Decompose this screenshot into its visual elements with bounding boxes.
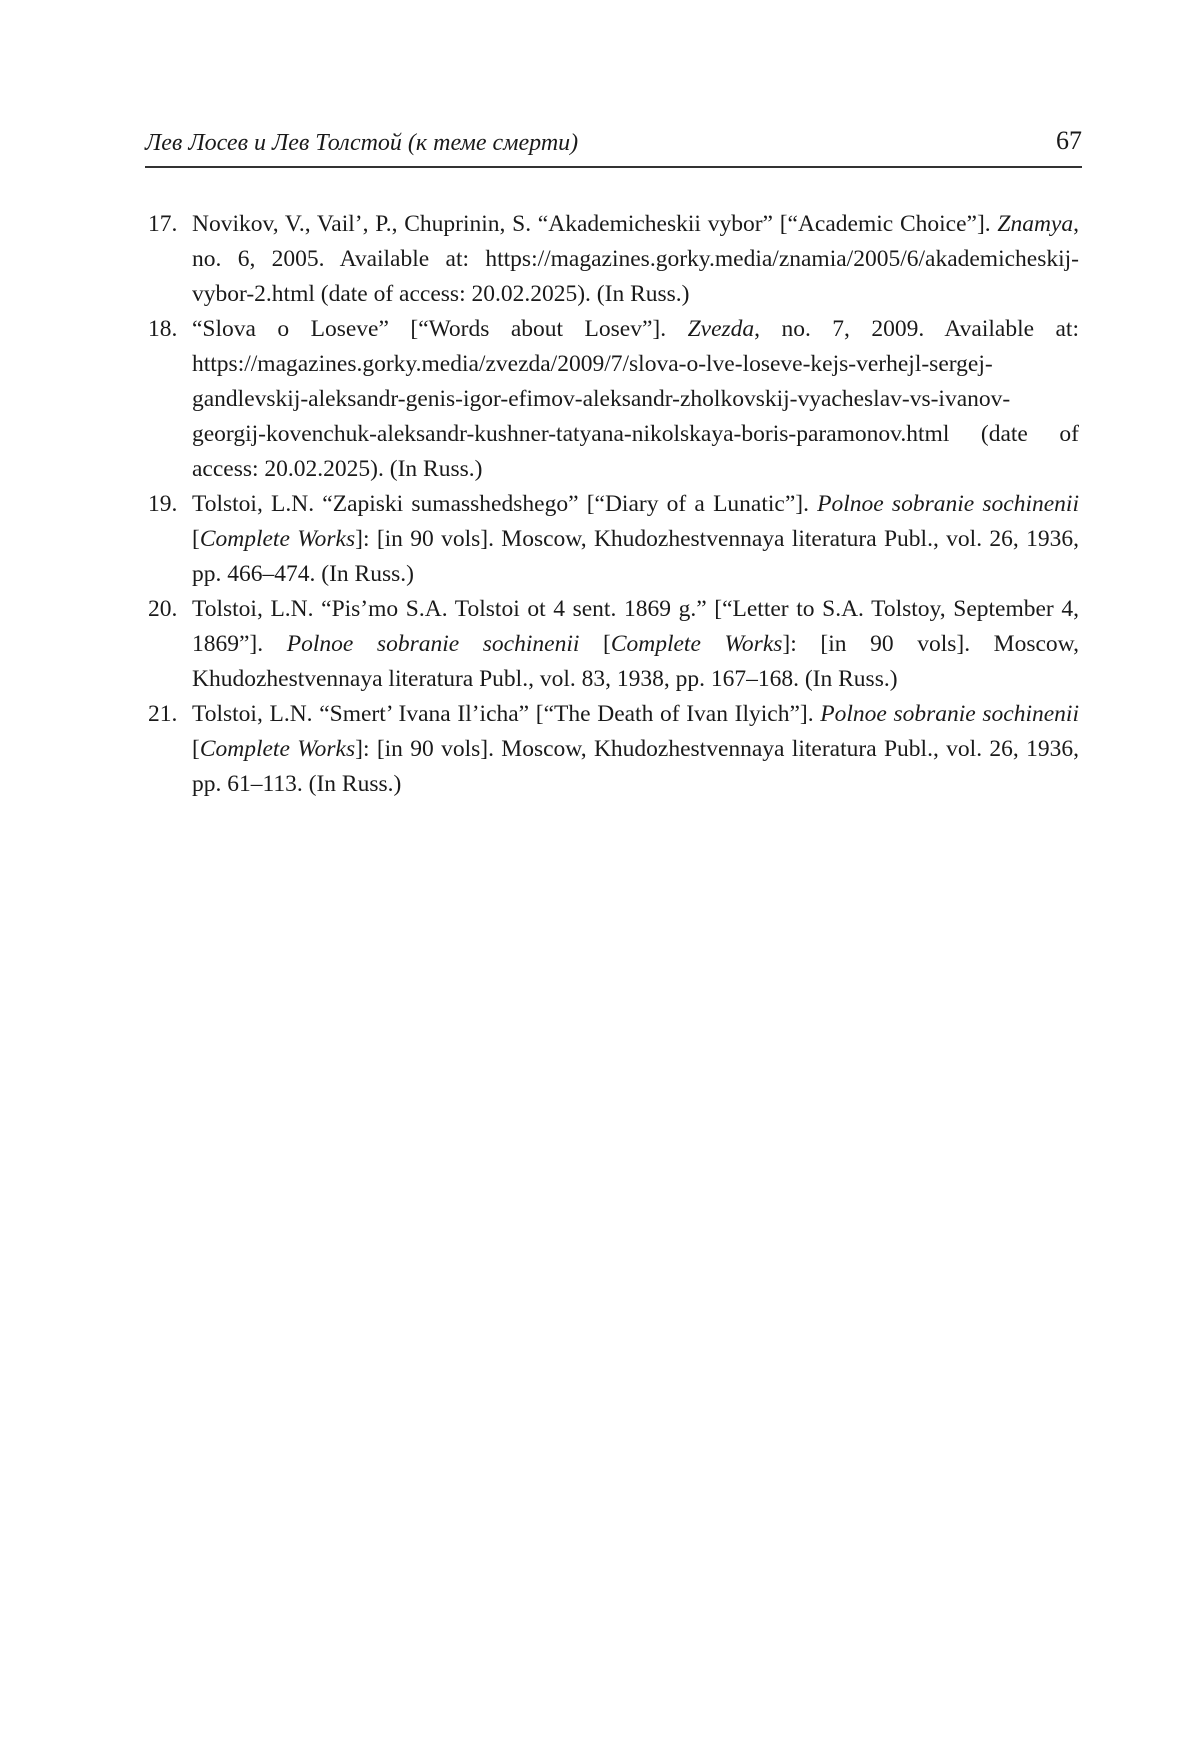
- reference-italic-text: Complete Works: [610, 631, 783, 657]
- reference-italic-text: Polnoe sobranie sochinenii: [820, 701, 1079, 727]
- running-header: [145, 124, 1082, 168]
- reference-item: [145, 312, 1079, 487]
- reference-text: , no. 6, 2005. Available at: https://magazines.gorky.media/znamia/2005/6/akademicheskij-vybor-2.html (date of access: 20.02.2025). (In Russ.): [192, 211, 1079, 307]
- reference-item: [145, 207, 1079, 312]
- reference-number: 21.: [148, 701, 178, 727]
- reference-italic-text: Complete Works: [199, 526, 356, 552]
- reference-text: “Slova o Loseve” [“Words about Losev”].: [192, 316, 688, 342]
- reference-list: [145, 207, 1079, 802]
- reference-text: ]: [in 90 vols]. Moscow, Khudozhestvennaya literatura Publ., vol. 26, 1936, pp. 61–113. (In Russ.): [192, 736, 1079, 797]
- reference-italic-text: Znamya: [997, 211, 1074, 237]
- reference-number: 20.: [148, 596, 178, 622]
- reference-number: 17.: [148, 211, 178, 237]
- running-title: Лев Лосев и Лев Толстой (к теме смерти): [145, 130, 579, 156]
- reference-text: Novikov, V., Vail’, P., Chuprinin, S. “Akademicheskii vybor” [“Academic Choice”].: [192, 211, 998, 237]
- reference-item: [145, 592, 1079, 697]
- reference-text: ]: [in 90 vols]. Moscow, Khudozhestvennaya literatura Publ., vol. 26, 1936, pp. 466–474. (In Russ.): [192, 526, 1079, 587]
- reference-text: Tolstoi, L.N. “Smert’ Ivana Il’icha” [“The Death of Ivan Ilyich”].: [192, 701, 821, 727]
- reference-text: [: [192, 736, 200, 762]
- reference-text: Tolstoi, L.N. “Zapiski sumasshedshego” [“Diary of a Lunatic”].: [192, 491, 818, 517]
- reference-text: Tolstoi, L.N. “Pis’mo S.A. Tolstoi ot 4 sent. 1869 g.” [“Letter to S.A. Tolstoy, September 4, 1869”].: [192, 596, 1079, 657]
- reference-text: [: [579, 631, 611, 657]
- reference-text: , no. 7, 2009. Available at: https://magazines.gorky.media/zvezda/2009/7/slova-o-lve-loseve-kejs-verhejl-sergej-gandlevskij-aleksandr-genis-igor-efimov-aleksandr-zholkovskij-vyacheslav-vs-ivanov-georgij-kovenchuk-aleksandr-kushner-tatyana-nikolskaya-boris-paramonov.html (date of access: 20.02.2025). (In Russ.): [192, 316, 1079, 482]
- reference-italic-text: Polnoe sobranie sochinenii: [817, 491, 1079, 517]
- reference-italic-text: Complete Works: [199, 736, 356, 762]
- reference-italic-text: Polnoe sobranie sochinenii: [286, 631, 580, 657]
- reference-number: 18.: [148, 316, 178, 342]
- reference-text: [: [192, 526, 200, 552]
- reference-item: [145, 697, 1079, 802]
- page-number: 67: [1056, 126, 1082, 155]
- reference-text: ]: [in 90 vols]. Moscow, Khudozhestvennaya literatura Publ., vol. 83, 1938, pp. 167–168. (In Russ.): [192, 631, 1079, 692]
- reference-item: [145, 487, 1079, 592]
- reference-number: 19.: [148, 491, 178, 517]
- reference-italic-text: Zvezda: [687, 316, 755, 342]
